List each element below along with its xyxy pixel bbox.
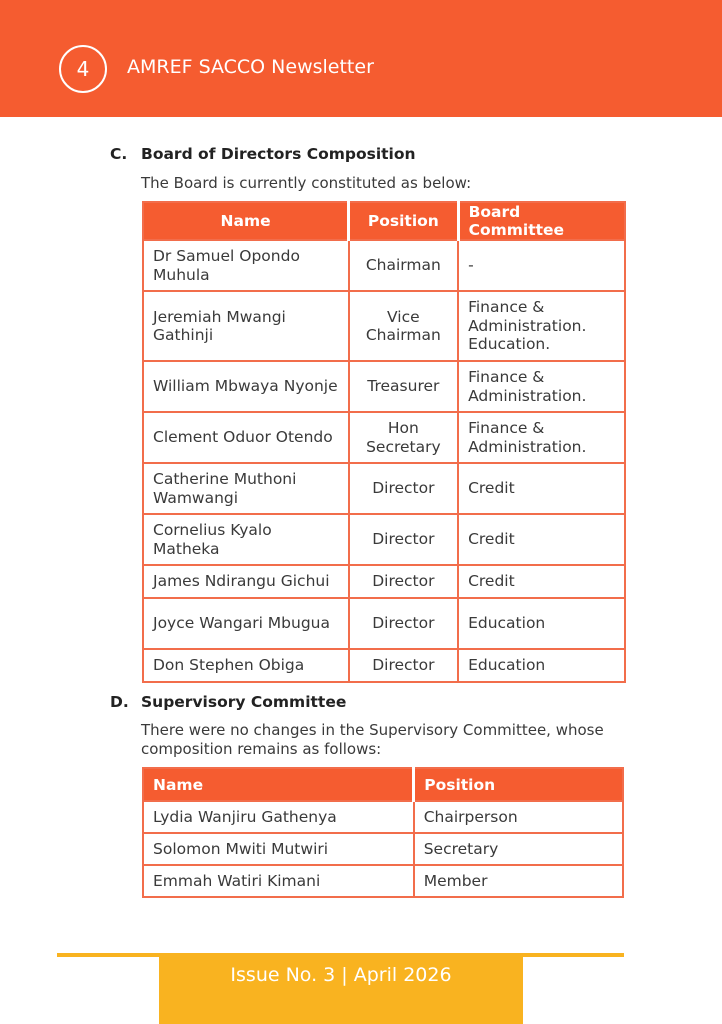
member-name: Don Stephen Obiga bbox=[143, 649, 349, 682]
member-committee: - bbox=[458, 240, 625, 291]
member-committee: Finance & Administration. bbox=[458, 412, 625, 463]
footer-issue-text: Issue No. 3 | April 2026 bbox=[230, 964, 452, 986]
table-row bbox=[143, 463, 625, 514]
member-committee: Finance & Administration. bbox=[458, 361, 625, 412]
member-position: Secretary bbox=[414, 833, 623, 865]
newsletter-title: AMREF SACCO Newsletter bbox=[127, 56, 374, 78]
member-name: James Ndirangu Gichui bbox=[143, 565, 349, 598]
member-position: Chairman bbox=[349, 240, 458, 291]
section-c-letter: C. bbox=[110, 145, 128, 163]
member-position: Chairperson bbox=[414, 801, 623, 833]
column-header-name: Name bbox=[143, 768, 414, 801]
member-name: Joyce Wangari Mbugua bbox=[143, 598, 349, 649]
supervisory-table bbox=[142, 767, 624, 898]
member-name: Clement Oduor Otendo bbox=[143, 412, 349, 463]
page-number-badge: 4 bbox=[59, 45, 107, 93]
section-d-title: Supervisory Committee bbox=[141, 693, 347, 711]
page-header bbox=[0, 0, 722, 117]
member-name: Lydia Wanjiru Gathenya bbox=[143, 801, 414, 833]
board-table-header bbox=[143, 202, 625, 240]
member-name: Cornelius Kyalo Matheka bbox=[143, 514, 349, 565]
member-name: Catherine Muthoni Wamwangi bbox=[143, 463, 349, 514]
supervisory-table-header bbox=[143, 768, 623, 801]
member-committee: Education bbox=[458, 598, 625, 649]
column-header-position: Position bbox=[349, 202, 458, 240]
member-position: Director bbox=[349, 514, 458, 565]
member-name: Solomon Mwiti Mutwiri bbox=[143, 833, 414, 865]
table-row bbox=[143, 649, 625, 682]
member-position: Director bbox=[349, 463, 458, 514]
member-name: William Mbwaya Nyonje bbox=[143, 361, 349, 412]
member-committee: Credit bbox=[458, 463, 625, 514]
table-row bbox=[143, 833, 623, 865]
table-row bbox=[143, 514, 625, 565]
table-row bbox=[143, 240, 625, 291]
board-table bbox=[142, 201, 626, 683]
member-committee: Finance & Administration. Education. bbox=[458, 291, 625, 361]
column-header-position: Position bbox=[414, 768, 623, 801]
section-c-intro: The Board is currently constituted as below: bbox=[141, 174, 472, 192]
table-row bbox=[143, 565, 625, 598]
member-committee: Credit bbox=[458, 514, 625, 565]
member-position: Treasurer bbox=[349, 361, 458, 412]
table-row bbox=[143, 801, 623, 833]
table-row bbox=[143, 598, 625, 649]
member-position: Member bbox=[414, 865, 623, 897]
member-position: Director bbox=[349, 565, 458, 598]
table-row bbox=[143, 412, 625, 463]
member-position: Hon Secretary bbox=[349, 412, 458, 463]
column-header-name: Name bbox=[143, 202, 349, 240]
table-row bbox=[143, 361, 625, 412]
member-name: Emmah Watiri Kimani bbox=[143, 865, 414, 897]
section-d-intro: There were no changes in the Supervisory Committee, whose composition remains as follows: bbox=[141, 721, 604, 758]
member-name: Dr Samuel Opondo Muhula bbox=[143, 240, 349, 291]
table-row bbox=[143, 291, 625, 361]
section-c-title: Board of Directors Composition bbox=[141, 145, 416, 163]
table-row bbox=[143, 865, 623, 897]
member-position: Director bbox=[349, 649, 458, 682]
member-name: Jeremiah Mwangi Gathinji bbox=[143, 291, 349, 361]
member-committee: Credit bbox=[458, 565, 625, 598]
member-committee: Education bbox=[458, 649, 625, 682]
member-position: Vice Chairman bbox=[349, 291, 458, 361]
section-d-letter: D. bbox=[110, 693, 129, 711]
column-header-committee: Board Committee bbox=[458, 202, 625, 240]
member-position: Director bbox=[349, 598, 458, 649]
